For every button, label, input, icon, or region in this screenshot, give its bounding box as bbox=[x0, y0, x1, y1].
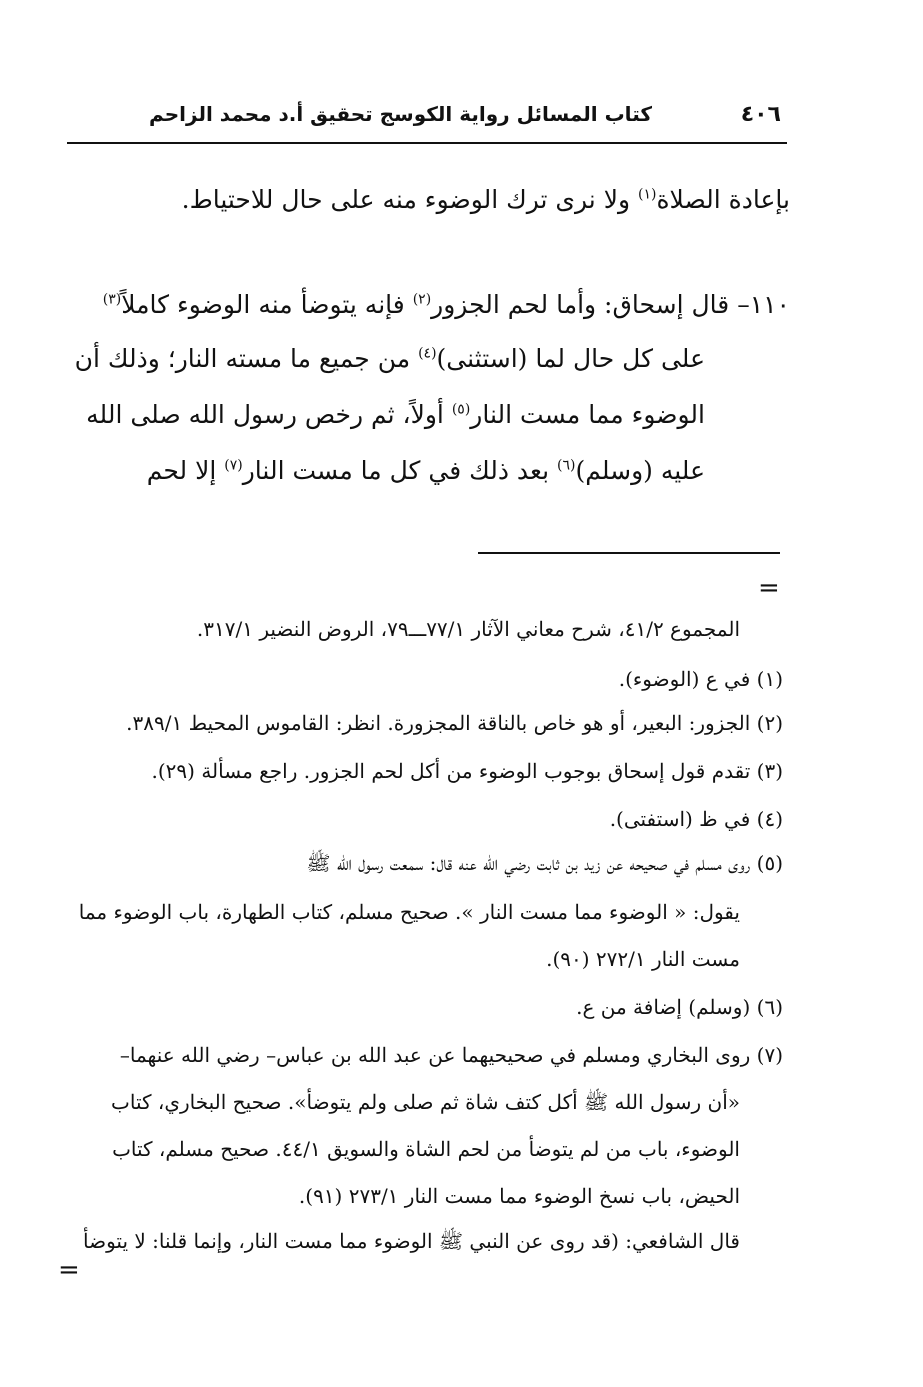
text-segment: فإنه يتوضأ منه الوضوء كاملاً bbox=[121, 290, 413, 319]
footnote-continued: المجموع ٤١/٢، شرح معاني الآثار ٧٧/١ـــ٧٩، الروض النضير ٣١٧/١. bbox=[196, 617, 740, 641]
continuation-mark: = bbox=[758, 573, 780, 603]
footnote-7-line-2: «أن رسول الله ﷺ أكل كتف شاة ثم صلى ولم يتوضأ». صحيح البخاري، كتاب bbox=[111, 1090, 740, 1114]
page-header bbox=[67, 98, 787, 144]
footnote-ref: (٧) bbox=[224, 457, 243, 474]
footnote-2: (٢) الجزور: البعير، أو هو خاص بالناقة المجزورة. انظر: القاموس المحيط ٣٨٩/١. bbox=[126, 711, 783, 735]
footnote-last-line: قال الشافعي: (قد روى عن النبي ﷺ الوضوء مما مست النار، وإنما قلنا: لا يتوضأ bbox=[83, 1229, 740, 1253]
body-line-3 bbox=[60, 344, 705, 373]
footnote-3: (٣) تقدم قول إسحاق بوجوب الوضوء من أكل لحم الجزور. راجع مسألة (٢٩). bbox=[151, 759, 783, 783]
page-number: ٤٠٦ bbox=[740, 102, 781, 127]
body-line-5 bbox=[60, 456, 705, 485]
text-segment: على كل حال لما (استثنى) bbox=[436, 344, 705, 373]
text-segment: ولا نرى ترك الوضوء منه على حال للاحتياط. bbox=[181, 185, 638, 214]
text-segment: الوضوء مما مست النار bbox=[470, 400, 705, 429]
book-title: كتاب المسائل رواية الكوسج تحقيق أ.د محمد الزاحم bbox=[149, 102, 652, 126]
footnote-7-line-3: الوضوء، باب من لم يتوضأ من لحم الشاة والسويق ٤٤/١. صحيح مسلم، كتاب bbox=[112, 1137, 740, 1161]
text-segment: بعد ذلك في كل ما مست النار bbox=[242, 456, 557, 485]
body-line-4 bbox=[60, 400, 705, 429]
footnote-5-line-3: مست النار ٢٧٢/١ (٩٠). bbox=[546, 947, 740, 971]
footnote-ref: (١) bbox=[637, 186, 657, 203]
footnote-separator bbox=[478, 552, 780, 554]
footnote-5-line-2: يقول: « الوضوء مما مست النار ». صحيح مسلم، كتاب الطهارة، باب الوضوء مما bbox=[78, 900, 740, 924]
text-segment: من جميع ما مسته النار؛ وذلك أن bbox=[74, 344, 419, 373]
footnote-4: (٤) في ظ (استفتى). bbox=[609, 807, 783, 831]
issue-number: ١١٠– bbox=[737, 290, 790, 319]
footnote-7-line-4: الحيض، باب نسخ الوضوء مما مست النار ٢٧٣/١ (٩١). bbox=[298, 1184, 740, 1208]
text-segment: بإعادة الصلاة bbox=[656, 185, 790, 214]
footnote-ref: (٥) bbox=[451, 401, 471, 418]
body-line-1 bbox=[60, 185, 790, 214]
body-line-2 bbox=[60, 290, 790, 319]
footnote-6: (٦) (وسلم) إضافة من ع. bbox=[576, 995, 783, 1019]
footnote-ref: (٢) bbox=[412, 291, 432, 308]
continuation-mark-bottom: = bbox=[58, 1255, 80, 1285]
footnote-5-line-1: (٥) روى مسلم في صحيحه عن زيد بن ثابت رضي الله عنه قال: سمعت رسول الله ﷺ bbox=[306, 851, 783, 875]
text-segment: أولاً، ثم رخص رسول الله صلى الله bbox=[86, 400, 452, 429]
footnote-1: (١) في ع (الوضوء). bbox=[618, 667, 783, 691]
footnote-ref: (٦) bbox=[557, 457, 576, 474]
footnote-ref: (٤) bbox=[418, 345, 437, 362]
text-segment: قال إسحاق: وأما لحم الجزور bbox=[431, 290, 730, 319]
text-segment: إلا لحم bbox=[146, 456, 225, 485]
footnote-ref: (٣) bbox=[102, 291, 122, 308]
footnote-7-line-1: (٧) روى البخاري ومسلم في صحيحيهما عن عبد الله بن عباس– رضي الله عنهما– bbox=[119, 1043, 783, 1067]
text-segment: عليه (وسلم) bbox=[575, 456, 705, 485]
